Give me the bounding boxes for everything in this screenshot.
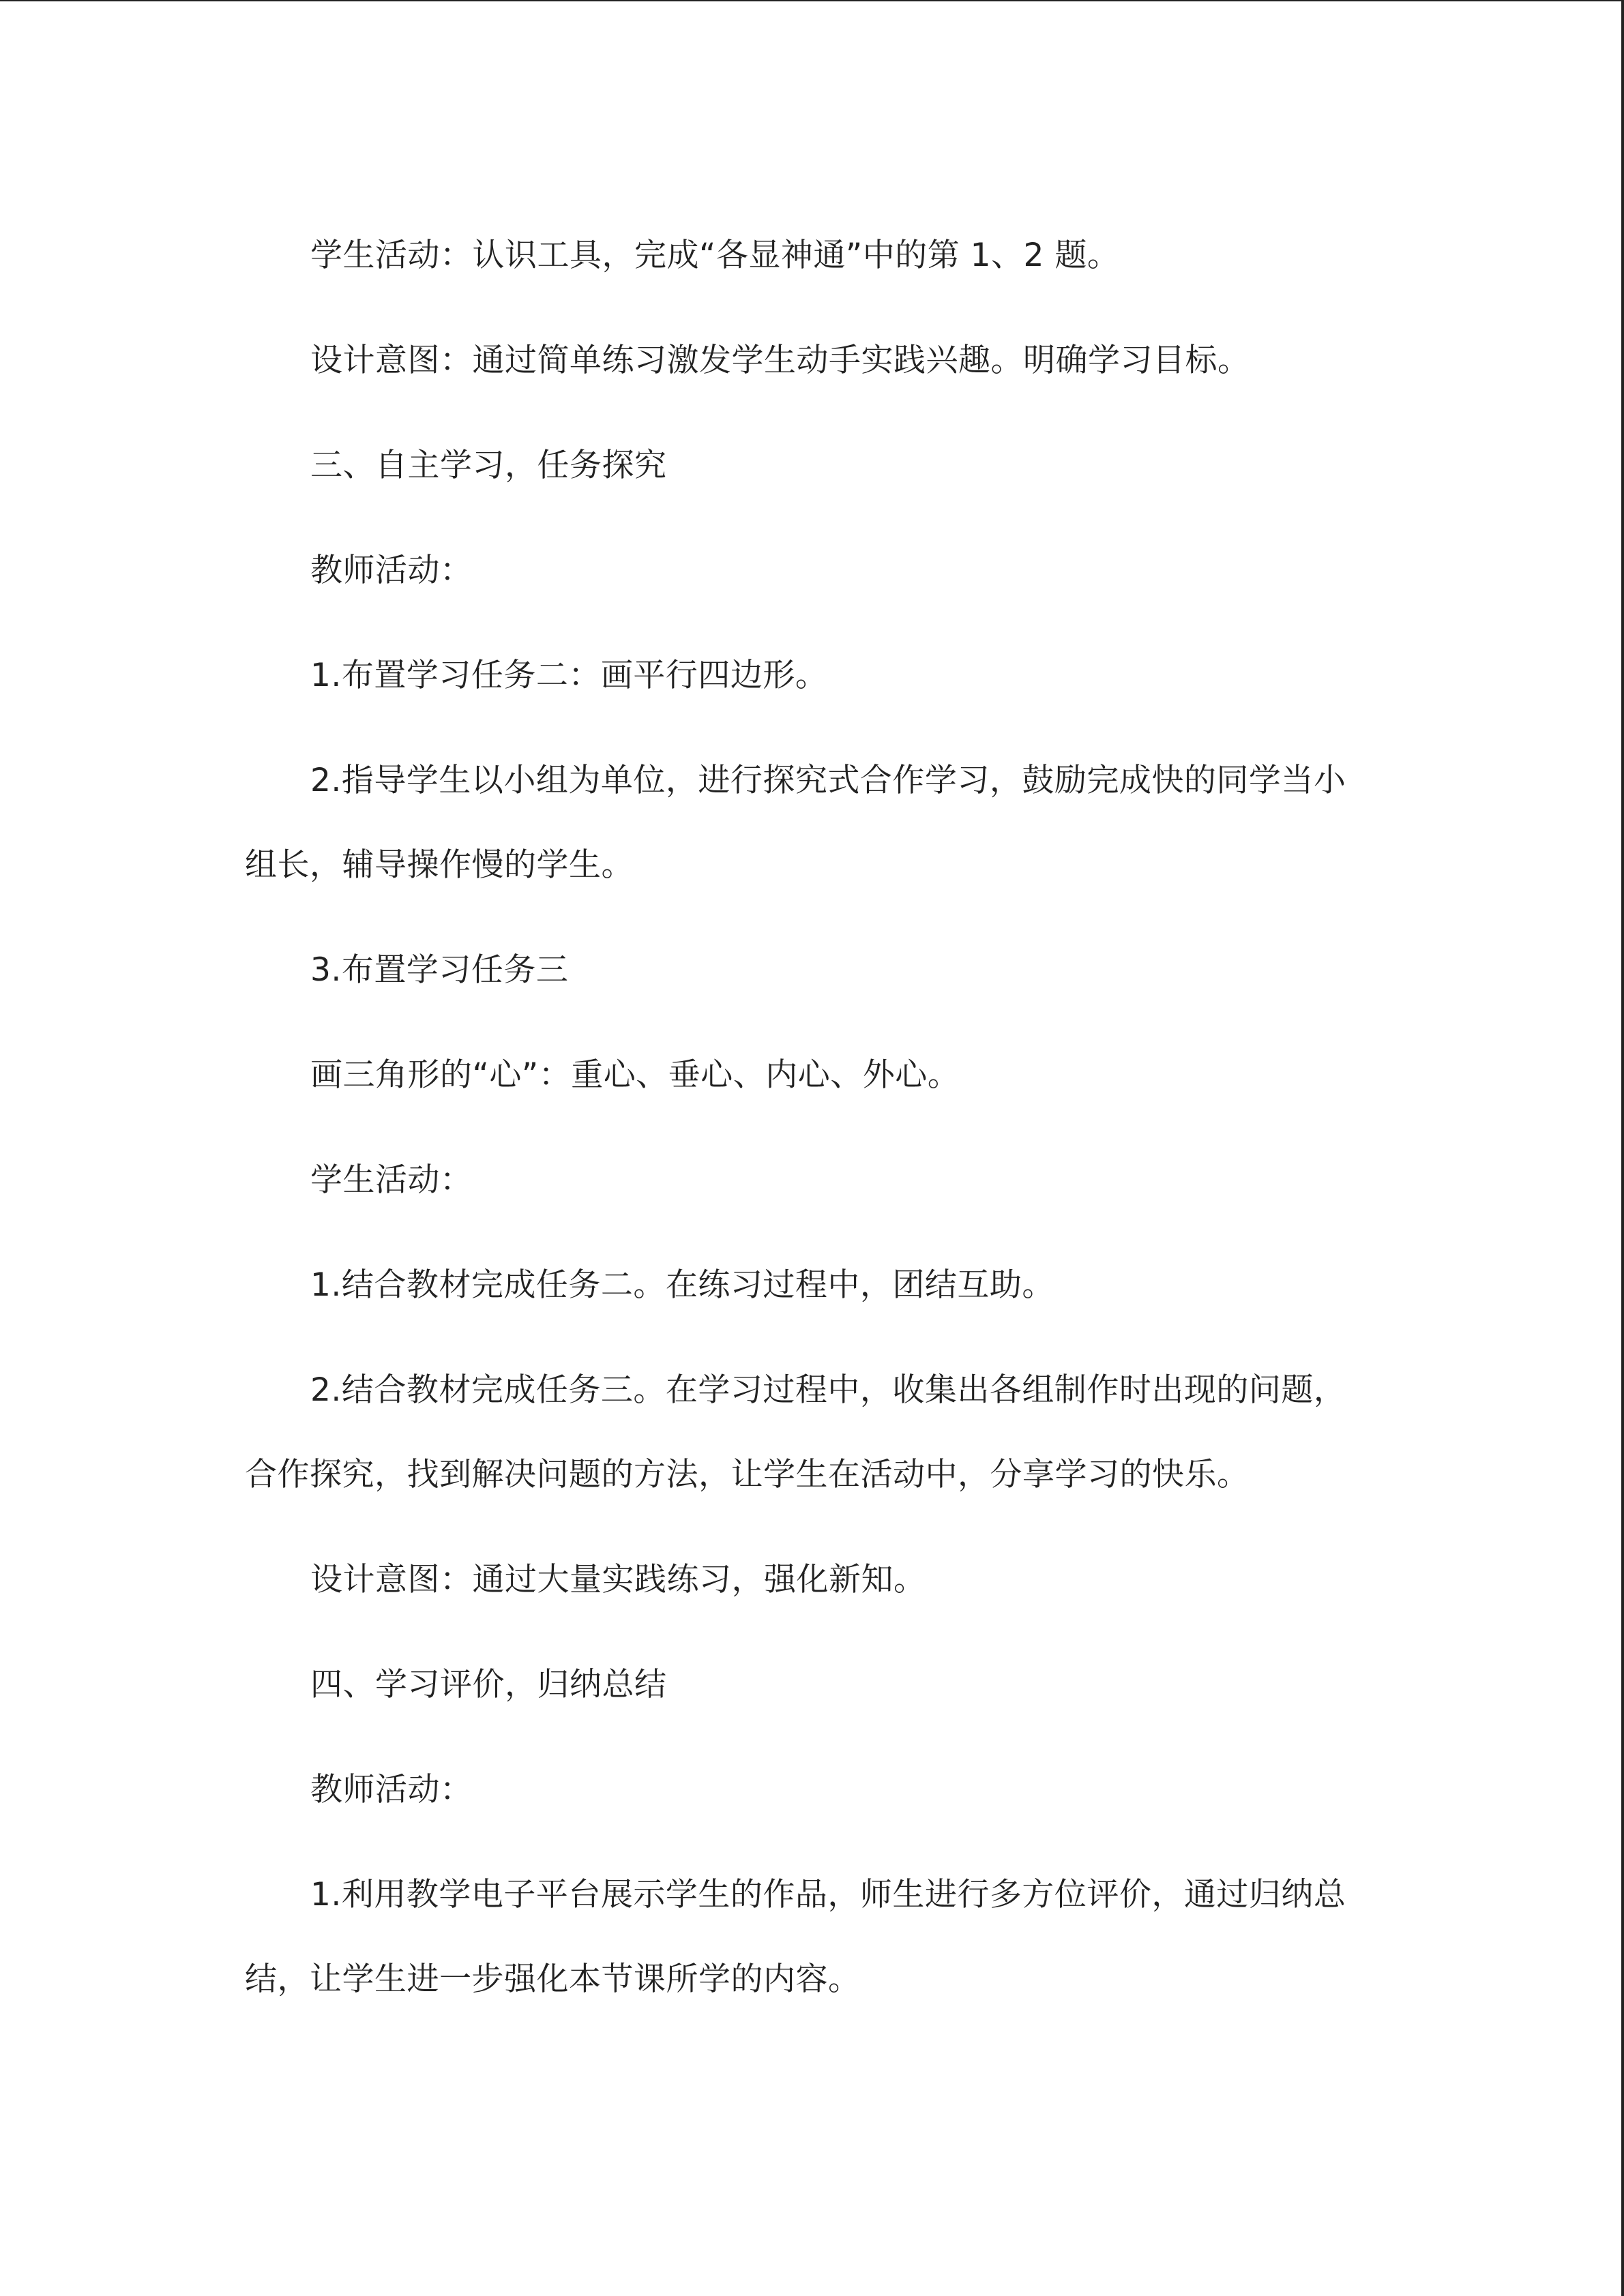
paragraph-complete-task-2: 1.结合教材完成任务二。在练习过程中，团结互助。	[310, 1266, 1054, 1304]
paragraph-task-3: 3.布置学习任务三	[310, 951, 569, 989]
paragraph-group-guidance: 2.指导学生以小组为单位，进行探究式合作学习，鼓励完成快的同学当小组长，辅导操作慢的学生。	[245, 762, 1346, 884]
paragraph-complete-task-3: 2.结合教材完成任务三。在学习过程中，收集出各组制作时出现的问题，合作探究，找到解决问题的方法，让学生在活动中，分享学习的快乐。	[245, 1371, 1346, 1493]
paragraph-task-2: 1.布置学习任务二：画平行四边形。	[310, 657, 828, 694]
paragraph-evaluation: 1.利用教学电子平台展示学生的作品，师生进行多方位评价，通过归纳总结，让学生进一步强化本节课所学的内容。	[245, 1876, 1346, 1998]
section-heading-4: 四、学习评价，归纳总结	[310, 1666, 667, 1703]
paragraph-design-intent-1: 设计意图：通过简单练习激发学生动手实践兴趣。明确学习目标。	[310, 342, 1250, 379]
paragraph-student-activity-label: 学生活动：	[310, 1161, 473, 1199]
paragraph-design-intent-2: 设计意图：通过大量实践练习，强化新知。	[310, 1561, 926, 1598]
paragraph-triangle-centers: 画三角形的“心”：重心、垂心、内心、外心。	[310, 1056, 960, 1094]
paragraph-teacher-activity-label: 教师活动：	[310, 552, 473, 589]
section-heading-3: 三、自主学习，任务探究	[310, 447, 667, 484]
paragraph-student-activity-tools: 学生活动：认识工具，完成“各显神通”中的第 1、2 题。	[310, 237, 1120, 274]
paragraph-teacher-activity-label-2: 教师活动：	[310, 1771, 473, 1808]
document-body	[245, 213, 1353, 2042]
